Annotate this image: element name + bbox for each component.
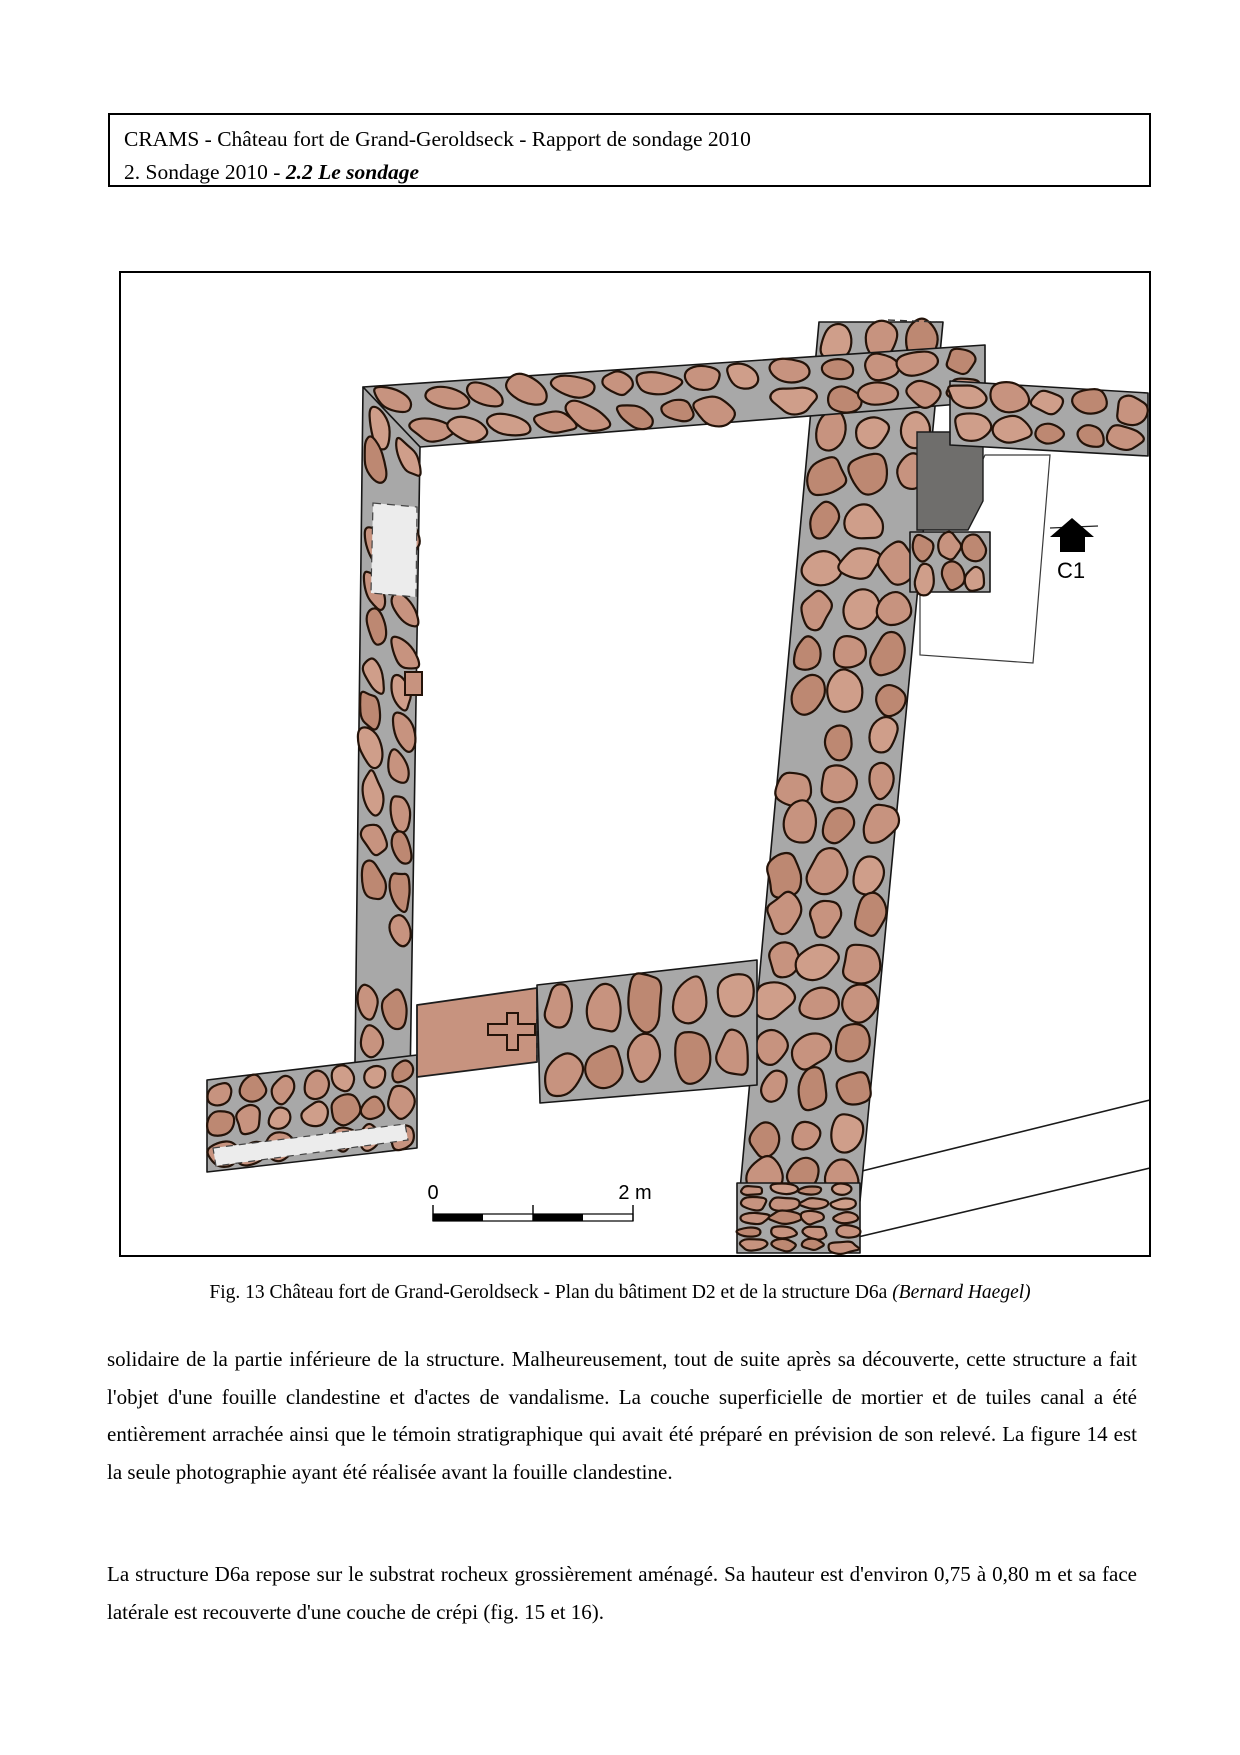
wall-north-east-extension [948, 381, 1148, 456]
stones-below-feature [910, 532, 990, 596]
wall-east [739, 319, 943, 1205]
figure-caption: Fig. 13 Château fort de Grand-Geroldseck - Plan du bâtiment D2 et de la structure D6a (Bernard Haegel) [209, 1282, 1031, 1303]
terrain-line-lower [858, 1168, 1150, 1237]
scale-label-0: 0 [427, 1182, 439, 1204]
report-header [108, 113, 1151, 187]
header-section-title: 2.2 Le sondage [285, 160, 419, 184]
scale-label-2m: 2 m [618, 1182, 652, 1204]
north-arrow-icon [1050, 518, 1094, 552]
section-marker-c1 [1050, 518, 1098, 583]
scale-bar [427, 1182, 651, 1221]
wall-west [354, 387, 421, 1150]
paragraph-fouille-clandestine: solidaire de la partie inférieure de la structure. Malheureusement, tout de suite après sa découverte, cette structure a fait l'objet d'une fouille clandestine et d'actes de vandalisme. La couche superficielle de mortier et de tuiles canal a été entièrement arrachée ainsi que le témoin stratigraphique qui avait été préparé en prévision de son relevé. La figure 14 est la seule photographie ayant été réalisée avant la fouille clandestine. [107, 1347, 1137, 1484]
unexcavated-gap [371, 503, 417, 597]
header-line-1: CRAMS - Château fort de Grand-Geroldseck - Rapport de sondage 2010 [124, 127, 751, 151]
terrain-line-upper [858, 1100, 1150, 1172]
label-c1: C1 [1057, 558, 1086, 583]
wall-protrusion [405, 672, 422, 695]
wall-south-plain [417, 988, 537, 1077]
paragraph-structure-d6a: La structure D6a repose sur le substrat rocheux grossièrement aménagé. Sa hauteur est d'environ 0,75 à 0,80 m et sa face latérale est recouverte d'une couche de crépi (fig. 15 et 16). [107, 1562, 1137, 1624]
figure-plan-batiment-d2 [119, 271, 1151, 1257]
archaeological-plan-drawing [119, 271, 1151, 1257]
header-line-2: 2. Sondage 2010 - 2.2 Le sondage [124, 160, 419, 184]
figure-credit: (Bernard Haegel) [892, 1282, 1031, 1303]
structure-panel [537, 960, 757, 1103]
wall-east-coursed-base [737, 1183, 861, 1254]
wall-south-rubble [207, 1055, 417, 1172]
